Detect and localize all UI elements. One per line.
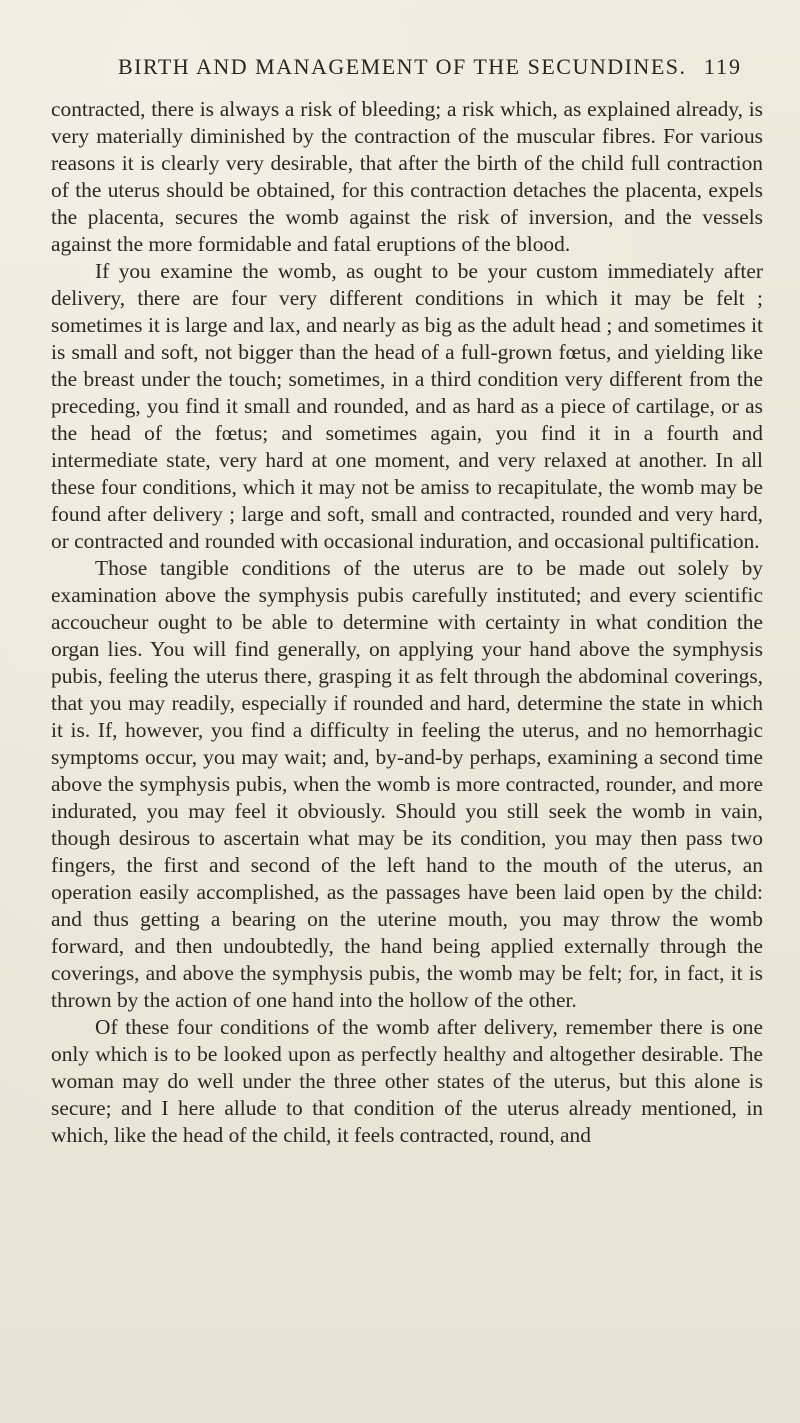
paragraph-4: Of these four conditions of the womb after delivery, remember there is one only which is to be looked upon as perfectly healthy and altogether desirable. The woman may do well under the three other states of the uterus, but this alone is secure; and I here allude to that condition of the uterus already mentioned, in which, like the head of the child, it feels contracted, round, and (51, 1015, 763, 1147)
paragraph-3: Those tangible conditions of the uterus are to be made out solely by examination above the symphysis pubis carefully instituted; and every scientific accoucheur ought to be able to determine with certainty in what condition the organ lies. You will find generally, on applying your hand above the symphysis pubis, feeling the uterus there, grasping it as felt through the abdominal coverings, that you may readily, especially if rounded and hard, determine the state in which it is. If, however, you find a difficulty in feeling the uterus, and no hemorrhagic symptoms occur, you may wait; and, by-and-by perhaps, examining a second time above the symphysis pubis, when the womb is more contracted, rounder, and more indurated, you may feel it obviously. Should you still seek the womb in vain, though desirous to ascertain what may be its condition, you may then pass two fingers, the first and second of the left hand to the mouth of the uterus, an operation easily accomplished, as the passages have been laid open by the child: and thus getting a bearing on the uterine mouth, you may throw the womb forward, and then undoubtedly, the hand being applied externally through the coverings, and above the symphysis pubis, the womb may be felt; for, in fact, it is thrown by the action of one hand into the hollow of the other. (51, 556, 763, 1012)
running-head (108, 54, 742, 82)
page-number: 119 (703, 54, 742, 79)
running-title: BIRTH AND MANAGEMENT OF THE SECUNDINES. (118, 54, 687, 79)
paragraph-2: If you examine the womb, as ought to be your custom immediately after delivery, there are four very different conditions in which it may be felt ; sometimes it is large and lax, and nearly as big as the adult head ; and sometimes it is small and soft, not bigger than the head of a full-grown fœtus, and yielding like the breast under the touch; sometimes, in a third condition very different from the preceding, you find it small and rounded, and as hard as a piece of cartilage, or as the head of the fœtus; and sometimes again, you find it in a fourth and intermediate state, very hard at one moment, and very relaxed at another. In all these four conditions, which it may not be amiss to recapitulate, the womb may be found after delivery ; large and soft, small and contracted, rounded and very hard, or contracted and rounded with occasional induration, and occasional pultification. (51, 259, 763, 553)
body-text (51, 96, 763, 1149)
paragraph-1: contracted, there is always a risk of bleeding; a risk which, as explained already, is very materially diminished by the contraction of the muscular fibres. For various reasons it is clearly very desirable, that after the birth of the child full contraction of the uterus should be obtained, for this contraction detaches the placenta, expels the placenta, secures the womb against the risk of inversion, and the vessels against the more formidable and fatal eruptions of the blood. (51, 97, 763, 256)
